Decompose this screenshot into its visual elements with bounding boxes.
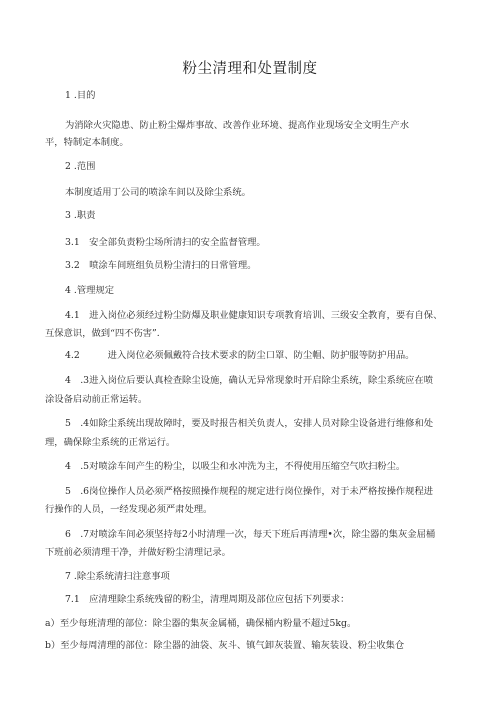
rule-4-3-line2: 涂设备启动前正常运转。 [45,394,148,405]
rule-4-7-line1: 6 .7对喷涂车间必须坚持每2小时清理一次，每天下班后再清理•次，除尘器的集灰金屈桶 [65,529,436,540]
duty-item-3-2: 3.2 喷涂车间班组负员粉尘清扫的日常管理。 [65,260,257,271]
scope-text: 本制度适用丁公司的喷涂车间以及除尘系统。 [65,187,251,198]
document-title: 粉尘清理和处置制度 [182,61,318,77]
rule-4-6-line2: 行操作的人员，一经发现必须严肃处理。 [45,504,213,515]
duty-item-3-1: 3.1 安全部负责粉尘场所清扫的安全监督管理。 [65,237,266,248]
section-heading-scope: 2 .范围 [65,161,96,172]
cleaning-item-a: a）至少每班清理的部位：除尘器的集灰金属桶，确保桶内粉量不超过5kg。 [45,618,357,629]
section-heading-rules: 4 .管理规定 [65,285,115,296]
rule-4-4-line1: 5 .4如除尘系统出现故障时，要及时报告相关负责人，安排人员对除尘设备进行维修和处 [65,418,434,429]
rule-4-5: 4 .5对喷涂车间产生的粉尘，以吸尘和水冲洗为主，不得使用压缩空气吹扫粉尘。 [65,461,406,472]
purpose-text-line2: 平，特制定本制度。 [45,137,129,148]
rule-4-1-line2: 互保意识，做到“四不伤害”. [45,328,160,339]
rule-4-4-line2: 理，确保除尘系统的正常运行。 [45,437,176,448]
rule-4-7-line2: 下班前必须清理干净，并做好粉尘清理记录。 [45,547,231,558]
purpose-text-line1: 为消除火灾隐患、防止粉尘爆炸事故、改善作业环境、提高作业现场安全文明生产水 [65,120,409,131]
cleaning-item-b: b）至少每周清理的部位：除尘器的油袋、灰斗、镇气卸灰装置、输灰装设、粉尘收集仓 [45,640,405,651]
cleaning-item-7-1: 7.1 应清理除尘系统残留的粉尘，清理周期及部位应包括下列要求： [65,594,350,605]
section-heading-duties: 3 .职责 [65,210,96,221]
section-heading-cleaning: 7 .除尘系统清扫注意事项 [65,571,170,582]
section-heading-purpose: 1 .目的 [65,90,96,101]
rule-4-1-line1: 4.1 进入岗位必须经过粉尘防爆及职业健康知识专项教育培训、三级安全教育，要有自保、 [65,310,443,321]
rule-4-2: 4.2 进入岗位必须佩戴符合技术要求的防尘口罩、防尘帽、防护服等防护用品。 [65,350,415,361]
rule-4-3-line1: 4 .3进入岗位后要认真检查除尘设施，确认无异常现象时开启除尘系统，除尘系统应在喷 [65,375,434,386]
rule-4-6-line1: 5 .6岗位操作人员必须严格按照操作规程的规定进行岗位操作，对于未严格按操作规程进 [65,486,434,497]
